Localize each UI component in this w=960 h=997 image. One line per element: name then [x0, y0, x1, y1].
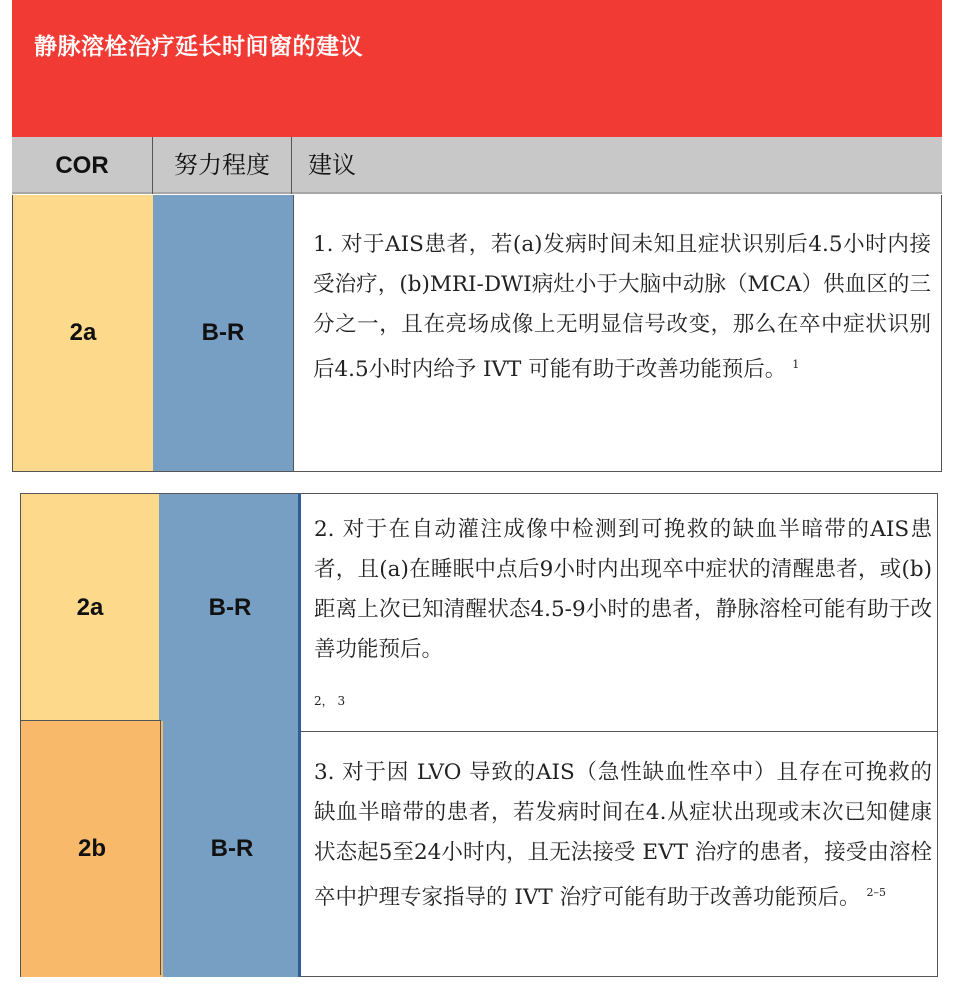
- table-row-group: [20, 493, 938, 977]
- recommendation-body: 2. 对于在自动灌注成像中检测到可挽救的缺血半暗带的AIS患者，且(a)在睡眠中点后9小时内出现卒中症状的清醒患者，或(b)距离上次已知清醒状态4.5-9小时的患者，静脉溶栓可能有助于改善功能预后。: [314, 517, 932, 662]
- header-effort: 努力程度: [174, 151, 270, 179]
- cell-divider: [293, 195, 294, 471]
- recommendation-text: [314, 510, 932, 670]
- cor-cell: 2a: [13, 195, 153, 471]
- recommendation-body: 3. 对于因 LVO 导致的AIS（急性缺血性卒中）且存在可挽救的缺血半暗带的患者，若发病时间在4.从症状出现或末次已知健康状态起5至24小时内，且无法接受 EVT 治疗的患者，接受由溶栓卒中护理专家指导的 IVT 治疗可能有助于改善功能预后。: [314, 760, 932, 911]
- page-title: 静脉溶栓治疗延长时间窗的建议: [34, 34, 363, 60]
- reference-line: 2， 3: [314, 694, 346, 708]
- header-recommendation: 建议: [308, 151, 356, 179]
- table-header: [12, 137, 942, 194]
- row-divider: [301, 731, 938, 732]
- cor-cell: 2a: [21, 494, 159, 721]
- effort-cell: B-R: [153, 195, 293, 471]
- reference-superscript: 2–5: [866, 886, 887, 899]
- cell-border: [20, 720, 160, 721]
- table-row: [12, 195, 942, 472]
- recommendation-body: 1. 对于AIS患者，若(a)发病时间未知且症状识别后4.5小时内接受治疗，(b)MRI-DWI病灶小于大脑中动脉（MCA）供血区的三分之一，且在亮场成像上无明显信号改变，那么在卒中症状识别后4.5小时内给予 IVT 可能有助于改善功能预后。: [313, 232, 931, 383]
- effort-edge: [298, 493, 301, 977]
- header-divider: [291, 137, 292, 194]
- reference-superscript: 1: [792, 358, 800, 371]
- header-cor: COR: [55, 152, 109, 179]
- recommendation-text: [313, 225, 931, 390]
- recommendation-text: [314, 753, 932, 918]
- effort-cell: B-R: [163, 721, 301, 977]
- cor-cell: 2b: [21, 721, 163, 977]
- effort-cell: B-R: [159, 494, 301, 721]
- title-banner: [12, 0, 942, 137]
- cell-border: [160, 720, 161, 975]
